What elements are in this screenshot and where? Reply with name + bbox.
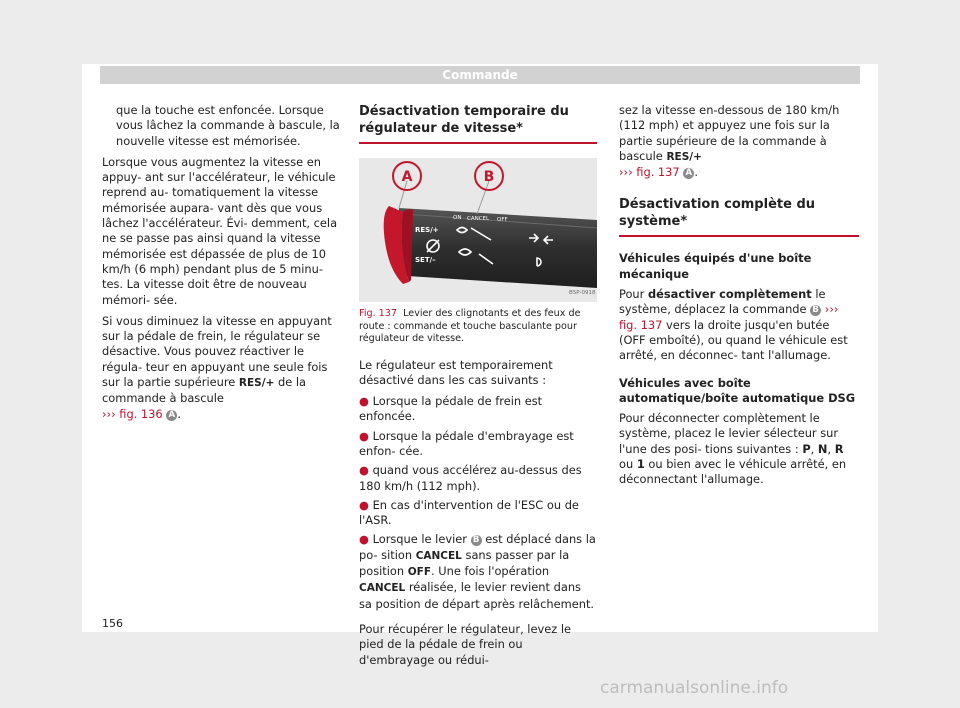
marker-b: B [810,305,821,316]
label-b: B [483,169,495,185]
figure-caption [359,308,597,346]
list-item [359,429,597,460]
figure-link[interactable]: ››› fig. 137 [619,302,839,332]
gear-r: R [834,441,844,456]
text: Pour déconnecter complètement le système, placez le levier sélecteur sur l'une des posi- tions suivantes : [619,411,839,456]
watermark: carmanualsonline.info [600,678,789,698]
text: sez la vitesse en-dessous de 180 km/h (112 mph) et appuyez une fois sur la partie supérieure de la commande à bascule [619,103,840,163]
text: Pour [619,287,645,302]
label-a: A [401,169,413,185]
on-label: ON [453,215,462,221]
column-3 [619,103,859,494]
list-item [359,498,597,529]
paragraph: Le régulateur est temporairement désactivé dans les cas suivants : [359,357,553,387]
column-1 [102,103,340,428]
list-item [359,532,597,611]
paragraph [619,287,859,363]
res-label: RES/+ [666,150,702,163]
bullet-icon: ● [359,497,369,512]
text: . Une fois l'opération [431,564,550,579]
page-header: Commande [100,66,860,84]
bullet-icon: ● [359,532,369,547]
cancel-label: CANCEL [359,582,406,595]
off-label: OFF [497,217,508,223]
text: le système, déplacez la commande [619,287,826,317]
paragraph: Lorsque vous augmentez la vitesse en appuy- ant sur l'accélérateur, le véhicule reprend au- tomatiquement la vitesse mémorisée aupara- vant dès que vous lâchez l'accélérateur. Évi- demment, cela ne se passe pas ainsi quand la vitesse mémorisée est dépassée de plus de 10 km/h (6 mph) pendant plus de 5 minu- tes. La vitesse doit être de nouveau mémori- sée. [102,154,338,307]
column-2 [359,103,597,674]
text: Lorsque le levier [372,532,467,547]
text: est déplacé dans la po- sition [359,532,596,562]
paragraph [619,103,859,180]
list-item [359,394,597,425]
section-heading: Désactivation complète du système* [619,196,859,237]
text: ou [619,457,634,472]
text: . [177,406,181,421]
figure-137 [359,158,597,302]
cancel-label: CANCEL [467,216,490,222]
text: de la commande à bascule [102,375,307,406]
text: ou bien avec le véhicule arrêté, en déconnectant l'allumage. [619,457,847,487]
section-heading: Désactivation temporaire du régulateur de vitesse* [359,103,597,144]
text: , [827,441,832,456]
paragraph: Pour récupérer le régulateur, levez le pied de la pédale de frein ou d'embrayage ou rédui- [359,621,571,667]
text: Lorsque la pédale de frein est enfoncée. [359,394,543,424]
paragraph [102,314,340,422]
list-item [359,463,597,494]
set-label: SET/– [415,256,436,264]
bullet-icon: ● [359,463,369,478]
paragraph: que la touche est enfoncée. Lorsque vous lâchez la commande à bascule, la nouvelle vitesse est mémorisée. [116,103,340,148]
res-label: RES/+ [238,377,275,390]
bullet-icon: ● [359,394,369,409]
res-label: RES/+ [415,226,439,234]
text: sans passer par la position [359,547,570,579]
gear-n: N [817,441,828,456]
gear-1: 1 [636,457,645,472]
subheading: Véhicules équipés d'une boîte mécanique [619,251,812,281]
text: En cas d'intervention de l'ESC ou de l'ASR. [359,497,579,528]
figure-link[interactable]: ››› fig. 136 [102,406,163,421]
marker-a: A [166,410,177,421]
bullet-icon: ● [359,428,369,443]
figure-code: B5P-0918 [569,290,596,296]
off-label: OFF [407,566,432,579]
text: , [810,441,815,456]
subheading: Véhicules avec boîte automatique/boîte automatique DSG [619,375,856,405]
text: vers la droite jusqu'en butée (OFF emboîté), ou quand le véhicule est arrêté, en déconnec- tant l'allumage. [619,317,848,363]
text: . [694,165,698,180]
text: réalisée, le levier revient dans sa position de départ après relâchement. [359,580,595,611]
figure-number: Fig. 137 [359,308,397,319]
marker-b: B [471,535,482,546]
text: Lorsque la pédale d'embrayage est enfon- cée. [359,428,574,458]
page-number: 156 [102,617,123,630]
lever-illustration [359,158,597,302]
paragraph [619,411,859,487]
text: quand vous accélérez au-dessus des 180 km/h (112 mph). [359,463,582,493]
gear-p: P [802,441,811,456]
text: Si vous diminuez la vitesse en appuyant sur la pédale de frein, le régulateur se désactive. Vous pouvez réactiver le régula- teur en appuyant une seule fois sur la partie supérieure [102,313,332,390]
caption-text: Levier des clignotants et des feux de route : commande et touche basculante pour régulateur de vitesse. [359,308,581,344]
text: désactiver complètement [647,287,812,302]
figure-link[interactable]: ››› fig. 137 [619,165,680,180]
marker-a: A [683,168,694,179]
cancel-label: CANCEL [415,549,462,562]
